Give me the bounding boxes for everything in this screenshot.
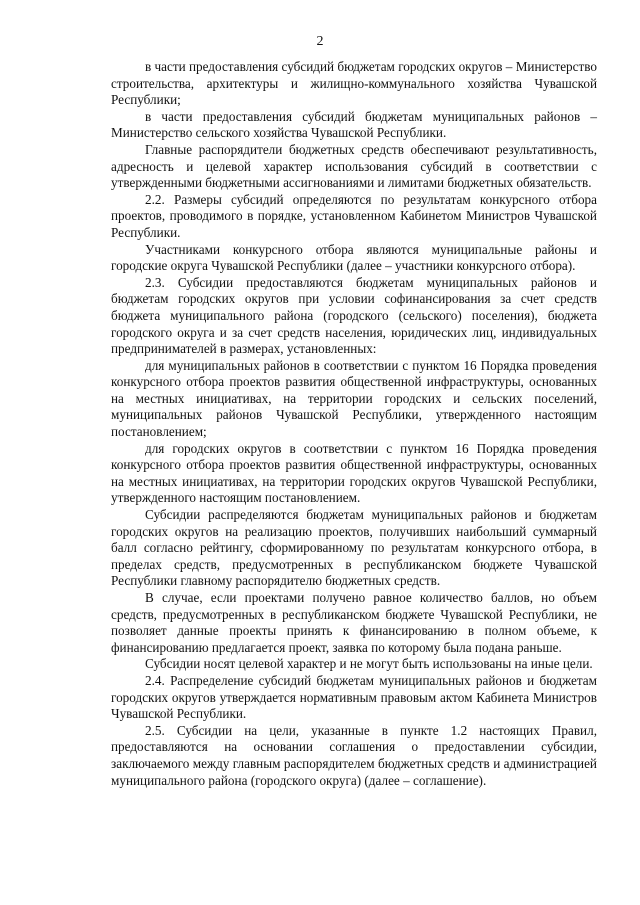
document-body <box>111 59 597 789</box>
paragraph: в части предоставления субсидий бюджетам городских округов – Министерство строительства, архитектуры и жилищно-коммунального хозяйства Чувашской Республики; <box>111 59 597 108</box>
paragraph: В случае, если проектами получено равное количество баллов, но объем средств, предусмотренных в республиканском бюджете Чувашской Республики, не позволяет данные проекты принять к финансированию в полном объеме, к финансированию предлагается проект, заявка по которому была подана раньше. <box>111 590 597 655</box>
paragraph: Участниками конкурсного отбора являются муниципальные районы и городские округа Чувашской Республики (далее – участники конкурсного отбора). <box>111 241 597 274</box>
page-number: 2 <box>316 34 324 49</box>
paragraph: 2.4. Распределение субсидий бюджетам муниципальных районов и бюджетам городских округов утверждается нормативным правовым актом Кабинета Министров Чувашской Республики. <box>111 672 597 722</box>
paragraph: в части предоставления субсидий бюджетам муниципальных районов – Министерство сельского хозяйства Чувашской Республики. <box>111 108 597 141</box>
paragraph: 2.5. Субсидии на цели, указанные в пункте 1.2 настоящих Правил, предоставляются на основании соглашения о предоставлении субсидии, заключаемого между главным распорядителем бюджетных средств и администрацией муниципального района (городского округа) (далее – соглашение). <box>111 722 597 788</box>
paragraph: Субсидии носят целевой характер и не могут быть использованы на иные цели. <box>145 656 593 672</box>
paragraph: Субсидии распределяются бюджетам муниципальных районов и бюджетам городских округов на реализацию проектов, получивших наибольший суммарный балл согласно рейтингу, сформированному по результатам конкурсного отбора, в пределах средств, предусмотренных в республиканском бюджете Чувашской Республики главному распорядителю бюджетных средств. <box>111 507 597 589</box>
paragraph: Главные распорядители бюджетных средств обеспечивают результативность, адресность и целевой характер использования субсидий в соответствии с утвержденными бюджетными ассигнованиями и лимитами бюджетных обязательств. <box>111 141 597 191</box>
paragraph: 2.3. Субсидии предоставляются бюджетам муниципальных районов и бюджетам городских округов при условии софинансирования за счет средств бюджета муниципального района (городского (сельского) поселения), бюджета городского округа и за счет средств населения, юридических лиц, индивидуальных предпринимателей в размерах, установленных: <box>111 274 597 357</box>
paragraph: 2.2. Размеры субсидий определяются по результатам конкурсного отбора проектов, проводимого в порядке, установленном Кабинетом Министров Чувашской Республики. <box>111 191 597 240</box>
paragraph: для муниципальных районов в соответствии с пунктом 16 Порядка проведения конкурсного отбора проектов развития общественной инфраструктуры, основанных на местных инициативах, на территории городских и сельских поселений, муниципальных районов Чувашской Республики, утвержденного настоящим постановлением; <box>111 357 597 440</box>
paragraph: для городских округов в соответствии с пунктом 16 Порядка проведения конкурсного отбора проектов развития общественной инфраструктуры, основанных на местных инициативах, на территории городских округов Чувашской Республики, утвержденного настоящим постановлением. <box>111 440 597 506</box>
